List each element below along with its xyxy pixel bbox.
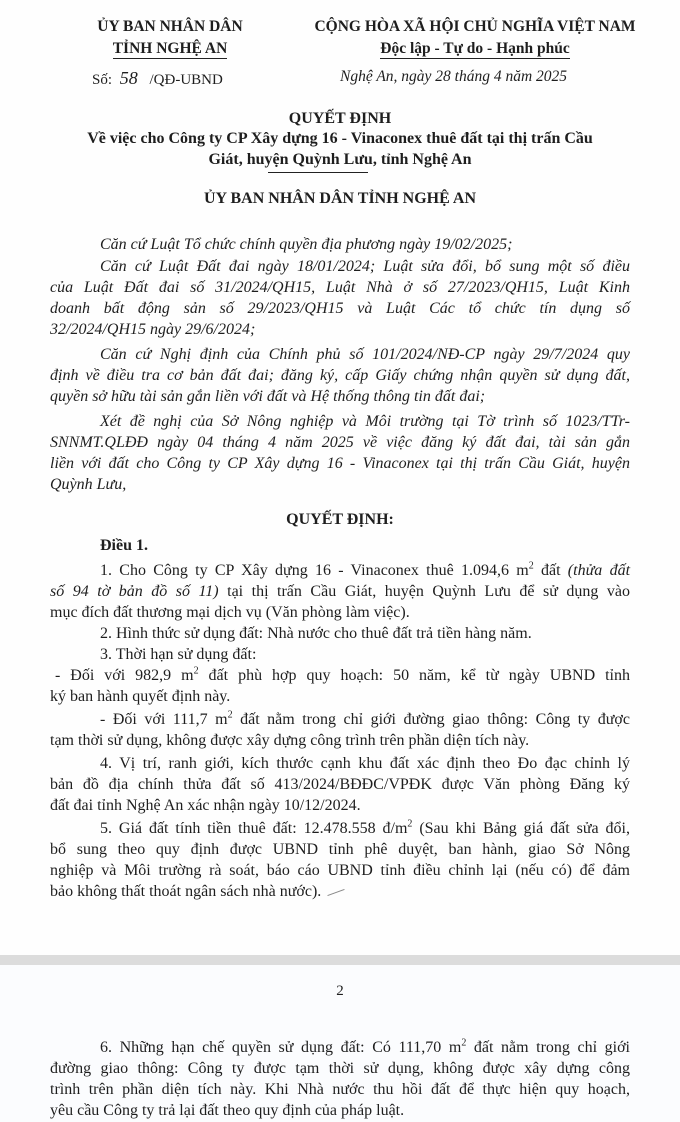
preamble-4-line-3: liền với đất cho Công ty CP Xây dựng 16 - Vinaconex tại thị trấn Cầu Giát, huyện [50,455,630,472]
preamble-4-line-2: SNNMT.QLĐĐ ngày 04 tháng 4 năm 2025 về việc đăng ký đất đai, tài sản gắn [50,434,630,451]
item-5-line-3: nghiệp và Môi trường rà soát, báo cáo UBND tỉnh điều chỉnh lại (nếu có) để đảm [50,862,630,879]
national-motto-wrap [285,40,665,58]
issuing-authority: ỦY BAN NHÂN DÂN TỈNH NGHỆ AN [203,190,477,207]
national-title: CỘNG HÒA XÃ HỘI CHỦ NGHĨA VIỆT NAM [314,18,636,35]
end-slash-mark [328,889,345,896]
item-3-sub-2-line-1: - Đối với 111,7 $m^2$ đất nằm trong chỉ giới đường giao thông: Công ty được [100,709,630,728]
decision-number: Số: 58 /QĐ-UBND [92,68,223,88]
preamble-3-line-2: định về điều tra cơ bản đất đai; đăng ký, cấp Giấy chứng nhận quyền sử dụng đất, [50,367,630,384]
national-motto: Độc lập - Tự do - Hạnh phúc [380,40,570,57]
number-handwritten: 58 [119,68,138,88]
item-5-line-2: bổ sung theo quy định được UBND tỉnh phê duyệt, ban hành, giao Sở Nông [50,841,630,858]
preamble-3-line-3: quyền sở hữu tài sản gắn liền với đất và Hệ thống thông tin đất đai; [50,388,486,405]
issuer-line-2 [55,40,285,58]
item-5-line-4: bảo không thất thoát ngân sách nhà nước). [50,881,630,902]
preamble-4-line-4: Quỳnh Lưu, [50,476,127,493]
item-4-line-3: đất đai tỉnh Nghệ An xác nhận ngày 10/12/2024. [50,797,361,814]
item-1-line-2: số 94 tờ bản đồ số 11) tại thị trấn Cầu Giát, huyện Quỳnh Lưu để sử dụng vào [50,583,630,600]
item-4-line-1: 4. Vị trí, ranh giới, kích thước cạnh khu đất xác định theo Đo đạc chỉnh lý [100,755,630,772]
preamble-2-line-4: 32/2024/QH15 ngày 29/6/2024; [50,321,256,338]
item-3-sub-1-line-2: ký ban hành quyết định này. [50,688,231,705]
item-2: 2. Hình thức sử dụng đất: Nhà nước cho thuê đất trả tiền hàng năm. [100,625,532,642]
item-3-sub-1-line-1: - Đối với 982,9 $m^2$ đất phù hợp quy hoạch: 50 năm, kể từ ngày UBND tỉnh [55,665,630,684]
item-5-line-1: 5. Giá đất tính tiền thuê đất: 12.478.558 $đ/m^2$ (Sau khi Bảng giá đất sửa đổi, [100,818,630,837]
subject-underline [268,172,368,173]
preamble-3-line-1: Căn cứ Nghị định của Chính phủ số 101/2024/NĐ-CP ngày 29/7/2024 quy [100,346,630,363]
preamble-2-line-2: của Luật Đất đai số 31/2024/QH15, Luật Nhà ở số 27/2023/QH15, Luật Kinh [50,279,630,296]
issuer-province: TỈNH NGHỆ AN [112,40,228,57]
decision-heading: QUYẾT ĐỊNH: [286,511,394,528]
item-6-line-4: yêu cầu Công ty trả lại đất theo quy định của pháp luật. [50,1102,405,1119]
subject-line-1: Về việc cho Công ty CP Xây dựng 16 - Vinaconex thuê đất tại thị trấn Cầu [87,130,593,147]
subject-line-2: Giát, huyện Quỳnh Lưu, tỉnh Nghệ An [208,151,472,168]
page-separator [0,955,680,965]
item-6-line-2: đường giao thông: Công ty được tạm thời sử dụng, không được xây dựng công [50,1060,630,1077]
issue-date: Nghệ An, ngày 28 tháng 4 năm 2025 [340,68,568,85]
page-number: 2 [336,983,344,999]
article-1-label: Điều 1. [100,537,148,554]
item-3-sub-2-line-2: tạm thời sử dụng, không được xây dựng công trình trên phần diện tích này. [50,732,530,749]
item-1-line-1: 1. Cho Công ty CP Xây dựng 16 - Vinaconex thuê 1.094,6 $m^2$ đất (thửa đất [100,560,631,579]
item-1-line-3: mục đích đất thương mại dịch vụ (Văn phòng làm việc). [50,604,410,621]
item-6-line-1: 6. Những hạn chế quyền sử dụng đất: Có 111,70 $m^2$ đất nằm trong chỉ giới [100,1037,631,1056]
item-3-title: 3. Thời hạn sử dụng đất: [100,646,257,663]
item-6-line-3: trình trên phần diện tích này. Khi Nhà nước thu hồi đất để thực hiện quy hoạch, [50,1081,630,1098]
preamble-4-line-1: Xét đề nghị của Sở Nông nghiệp và Môi trường tại Tờ trình số 1023/TTr- [100,413,630,430]
preamble-2-line-3: doanh bất động sản số 29/2023/QH15 và Luật Các tổ chức tín dụng số [50,300,630,317]
item-4-line-2: bản đồ địa chính thửa đất số 413/2024/BĐĐC/VPĐK được Văn phòng Đăng ký [50,776,630,793]
document-title: QUYẾT ĐỊNH [288,110,392,127]
preamble-2-line-1: Căn cứ Luật Đất đai ngày 18/01/2024; Luật sửa đổi, bổ sung một số điều [100,258,630,275]
document-page-2 [0,965,680,1122]
issuer-line-1: ỦY BAN NHÂN DÂN [97,18,243,35]
preamble-1: Căn cứ Luật Tổ chức chính quyền địa phương ngày 19/02/2025; [100,236,513,253]
